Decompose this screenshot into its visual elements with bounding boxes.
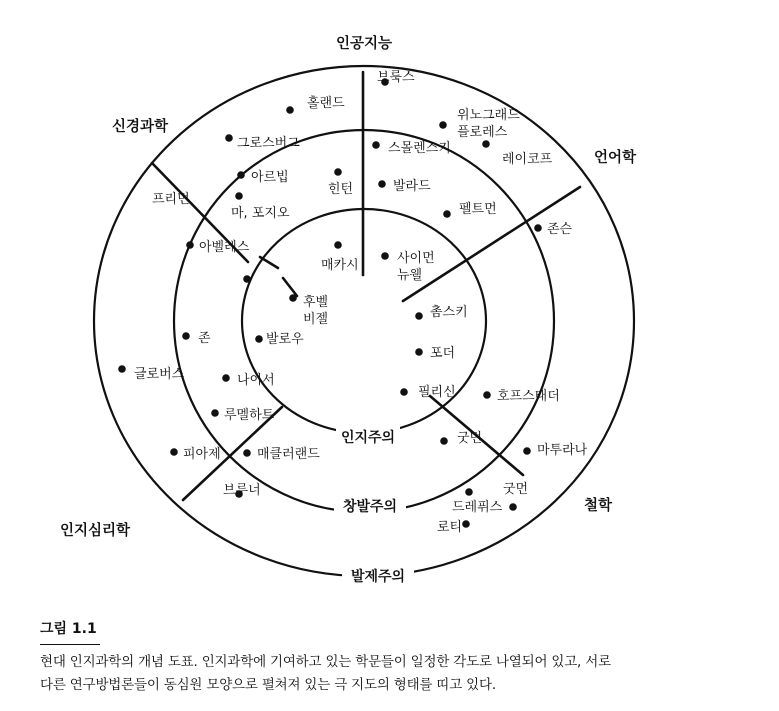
researcher-bruner: 브루너	[223, 483, 261, 498]
researcher-dot	[334, 241, 342, 249]
researcher-dot	[118, 365, 126, 373]
researcher-dot	[415, 312, 423, 320]
researcher-ballard: 발라드	[393, 179, 431, 194]
researcher-dot	[400, 388, 408, 396]
researcher-dot	[439, 121, 447, 129]
researcher-dot	[415, 348, 423, 356]
researcher-dot	[182, 332, 190, 340]
researcher-feldman: 펠트먼	[459, 202, 497, 217]
researcher-mccarthy: 매카시	[321, 258, 359, 273]
researcher-ma-pozzio: 마, 포지오	[231, 206, 290, 221]
field-label-ai: 인공지능	[335, 36, 393, 52]
researcher-freeman: 프리먼	[152, 192, 190, 207]
researcher-dot	[381, 252, 389, 260]
divider-neuro-2	[260, 257, 278, 268]
researcher-hofstadter: 호프스태더	[497, 389, 560, 404]
caption-title: 그림 1.1	[40, 618, 100, 645]
researcher-goodman-outer: 굿먼	[503, 482, 529, 497]
researcher-smolensky: 스몰렌스키	[388, 141, 451, 156]
researcher-dot	[235, 192, 243, 200]
researcher-dot	[255, 335, 263, 343]
researcher-brooks: 브룩스	[377, 70, 415, 85]
researcher-piaget: 피아제	[183, 447, 221, 462]
researcher-hubel-wiesel: 후벨 비젤	[303, 295, 329, 327]
researcher-barlow: 발로우	[266, 332, 304, 347]
researcher-arbib: 아르빕	[251, 170, 289, 185]
researcher-globus: 글로버스	[134, 367, 185, 382]
field-label-psychology: 인지심리학	[59, 523, 131, 539]
researcher-dot	[289, 294, 297, 302]
researcher-dot	[222, 374, 230, 382]
researcher-dot	[237, 171, 245, 179]
researcher-neisser: 나이서	[237, 373, 275, 388]
researcher-rumelhart: 루멜하트	[224, 408, 275, 423]
researcher-dot	[334, 168, 342, 176]
researcher-john: 존	[198, 331, 211, 346]
researcher-dot	[534, 224, 542, 232]
researcher-dot	[465, 488, 473, 496]
researcher-dot	[483, 391, 491, 399]
ring-label-enactivism: 발제주의	[350, 569, 406, 585]
researcher-holland: 홀랜드	[307, 96, 345, 111]
researcher-dot	[186, 241, 194, 249]
researcher-dreyfus: 드레퓌스	[452, 500, 503, 515]
researcher-dot	[462, 520, 470, 528]
researcher-dot	[286, 106, 294, 114]
researcher-mcclelland: 매클러랜드	[257, 447, 320, 462]
caption-text	[40, 651, 740, 697]
researcher-goodman-inner: 굿먼	[457, 431, 483, 446]
caption-line-2: 다른 연구방법론들이 동심원 모양으로 펼쳐져 있는 극 지도의 형태를 띠고 있다.	[40, 677, 496, 693]
researcher-dot	[170, 448, 178, 456]
researcher-hinton: 힌턴	[328, 182, 354, 197]
researcher-dot	[372, 141, 380, 149]
researcher-grossberg: 그로스버그	[237, 136, 300, 151]
ring-label-emergentism: 창발주의	[342, 499, 398, 515]
researcher-fodor: 포더	[430, 346, 456, 361]
researcher-simon-newell: 사이먼 뉴웰	[397, 251, 435, 283]
divider-neuro-3	[283, 278, 297, 296]
researcher-dot	[378, 180, 386, 188]
field-label-linguistics: 언어학	[593, 150, 637, 166]
researcher-chomsky: 촘스키	[430, 305, 468, 320]
researcher-johnson: 존슨	[547, 222, 573, 237]
researcher-dot	[243, 449, 251, 457]
researcher-dot	[243, 275, 251, 283]
field-label-philosophy: 철학	[583, 498, 613, 514]
researcher-dot	[225, 134, 233, 142]
field-label-neuroscience: 신경과학	[111, 119, 169, 135]
researcher-dot	[509, 503, 517, 511]
researcher-rorty: 로티	[437, 520, 463, 535]
caption-line-1: 현대 인지과학의 개념 도표. 인지과학에 기여하고 있는 학문들이 일정한 각도로 나열되어 있고, 서로	[40, 654, 611, 670]
researcher-dot	[523, 447, 531, 455]
researcher-maturana: 마투라나	[537, 443, 588, 458]
researcher-abeles: 아벨레스	[199, 240, 250, 255]
researcher-pylyshyn: 필리신	[418, 385, 456, 400]
figure-caption	[40, 618, 740, 697]
researcher-dot	[482, 140, 490, 148]
researcher-winograd-flores: 위노그래드 플로레스	[457, 108, 520, 140]
researcher-dot	[443, 210, 451, 218]
ring-label-cognitivism: 인지주의	[340, 430, 396, 446]
researcher-dot	[211, 409, 219, 417]
researcher-lakoff: 레이코프	[502, 152, 553, 167]
researcher-dot	[440, 437, 448, 445]
